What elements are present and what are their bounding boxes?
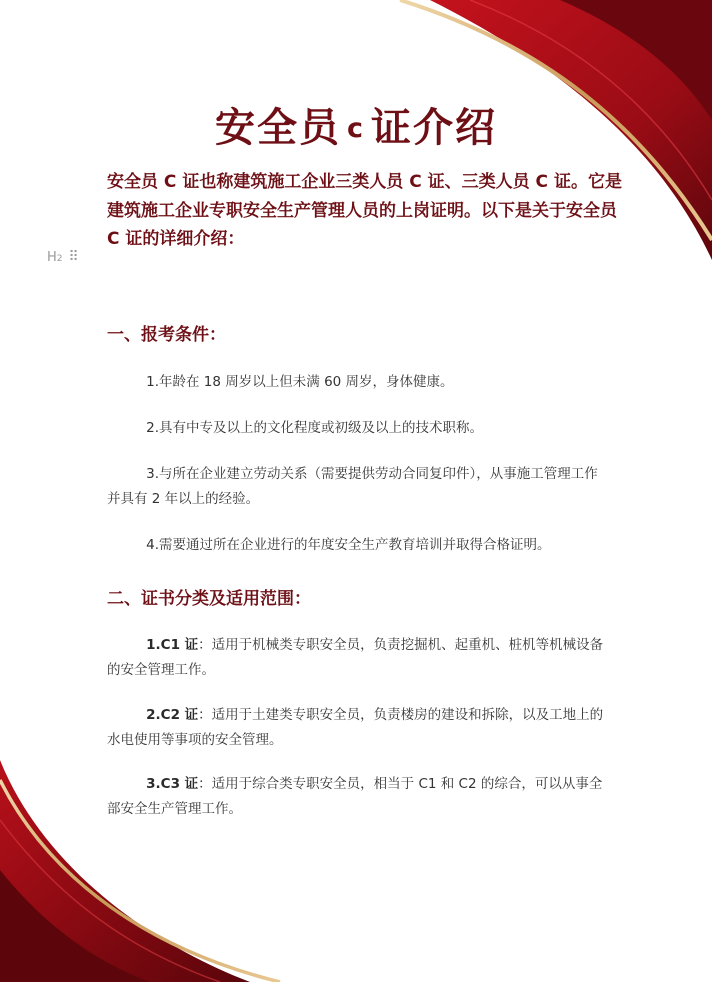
page-title [0,96,712,153]
section2-item-2-label: 2.C2 证 [146,707,199,723]
section2-item-3-text: ：适用于综合类专职安全员，相当于 C1 和 C2 的综合，可以从事全部安全生产管理工作。 [107,776,603,817]
section2-item-1 [107,633,607,683]
section1-heading: 一、报考条件： [107,325,226,345]
section2-item-2-text: ：适用于土建类专职安全员，负责楼房的建设和拆除，以及工地上的水电使用等事项的安全管理。 [107,707,604,748]
title-part-3: 证介绍 [371,105,497,151]
section2-heading: 二、证书分类及适用范围： [107,589,311,609]
title-part-2: c [346,113,365,144]
intro-paragraph: 安全员 C 证也称建筑施工企业三类人员 C 证、三类人员 C 证。它是建筑施工企业专职安全生产管理人员的上岗证明。以下是关于安全员 C 证的详细介绍： [107,172,622,249]
title-part-1: 安全员 [214,105,341,151]
section1-item-4: 4.需要通过所在企业进行的年度安全生产教育培训并取得合格证明。 [146,537,551,553]
section2-item-3 [107,772,607,822]
section2-item-1-text: ：适用于机械类专职安全员，负责挖掘机、起重机、桩机等机械设备的安全管理工作。 [107,637,604,678]
section1-item-2: 2.具有中专及以上的文化程度或初级及以上的技术职称。 [146,420,484,436]
section2-item-3-label: 3.C3 证 [146,776,199,792]
section2-item-2 [107,703,607,753]
section2-item-1-label: 1.C1 证 [146,637,199,653]
section1-item-3: 3.与所在企业建立劳动关系（需要提供劳动合同复印件），从事施工管理工作并具有 2 年以上的经验。 [107,466,598,507]
heading-level-marker[interactable] [47,249,78,265]
heading-marker-letter: H [47,250,57,265]
section1-item-1: 1.年龄在 18 周岁以上但未满 60 周岁，身体健康。 [146,374,454,390]
drag-handle-icon[interactable]: ⠿ [68,249,78,265]
heading-marker-level: 2 [56,254,63,264]
